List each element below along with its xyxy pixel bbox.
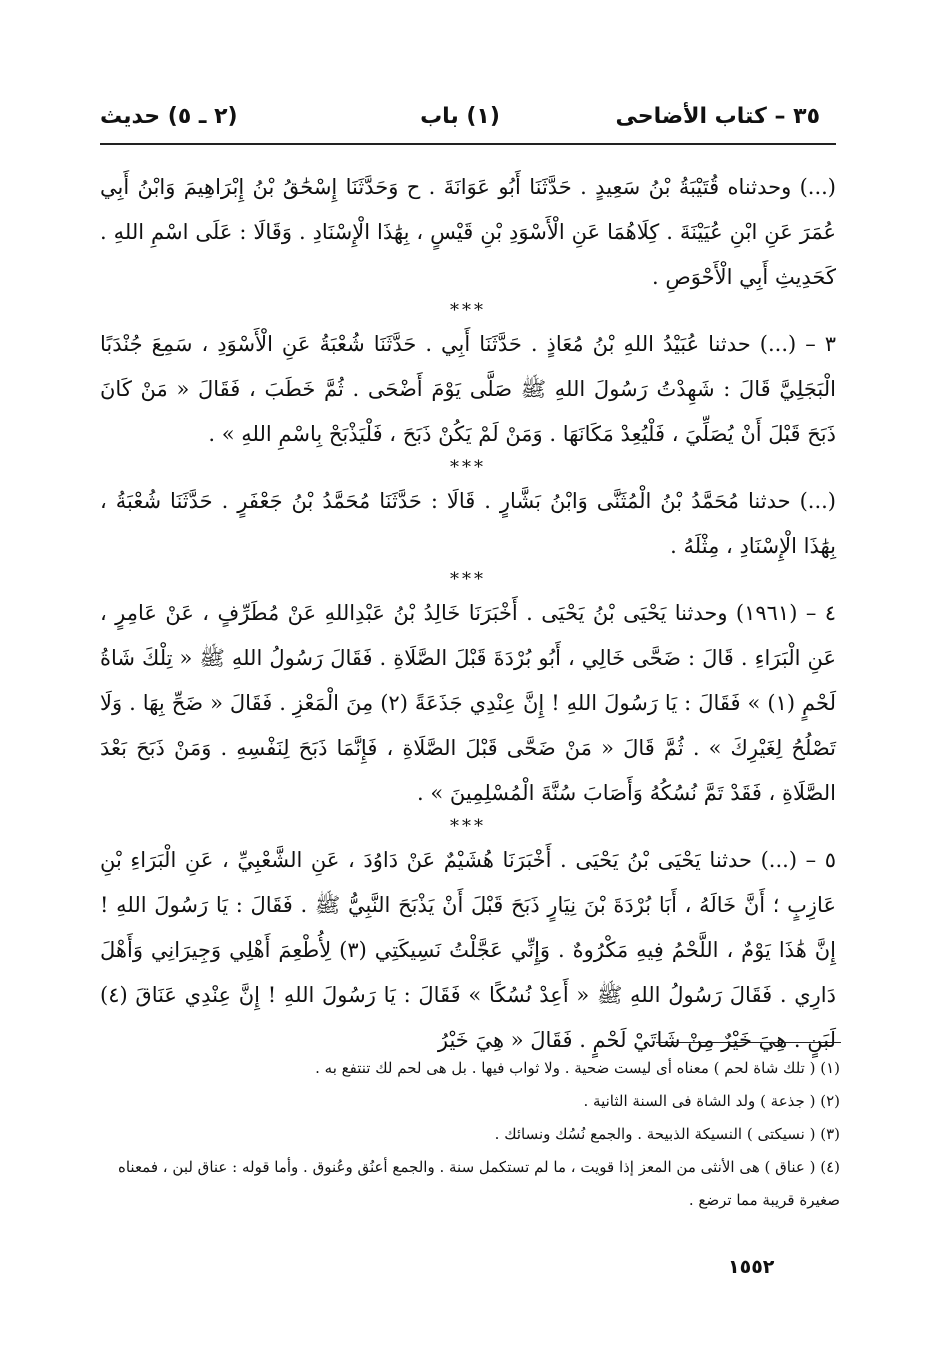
chapter-title: ٣٥ – كتاب الأضاحى xyxy=(615,104,820,129)
separator-stars: *** xyxy=(450,457,486,478)
footnote: (٤) ( عناق ) هى الأنثى من المعز إذا قويت ، ما لم تستكمل سنة . والجمع أعنُق وعُنوق . وأما قوله : عناق لبن ، فمعناه صغيرة قريبة مما ترضع . xyxy=(117,1158,840,1209)
page-number: ١٥٥٢ xyxy=(728,1256,775,1278)
hadith-paragraph: (...) حدثنا مُحَمَّدُ بْنُ الْمُثَنَّى وَابْنُ بَشَّارٍ . قَالَا : حَدَّثَنَا مُحَمَّدُ بْنُ جَعْفَرٍ . حَدَّثَنَا شُعْبَةُ ، بِهَٰذَا الْإِسْنَادِ ، مِثْلَهُ . xyxy=(100,489,836,558)
separator-stars: *** xyxy=(450,569,486,590)
running-header xyxy=(100,104,820,138)
hadith-paragraph: ٤ – (١٩٦١) وحدثنا يَحْيَى بْنُ يَحْيَى . أَخْبَرَنَا خَالِدُ بْنُ عَبْدِاللهِ عَنْ مُطَرِّفٍ ، عَنْ عَامِرٍ ، عَنِ الْبَرَاءِ . قَالَ : ضَحَّى خَالِي ، أَبُو بُرْدَةَ قَبْلَ الصَّلَاةِ . فَقَالَ رَسُولُ اللهِ ﷺ « تِلْكَ شَاةُ لَحْمٍ (١) » فَقَالَ : يَا رَسُولَ اللهِ ! إِنَّ عِنْدِي جَذَعَةً (٢) مِنَ الْمَعْزِ . فَقَالَ « ضَحِّ بِهَا . وَلَا تَصْلُحُ لِغَيْرِكَ » . ثُمَّ قَالَ « مَنْ ضَحَّى قَبْلَ الصَّلَاةِ ، فَإِنَّمَا ذَبَحَ لِنَفْسِهِ . وَمَنْ ذَبَحَ بَعْدَ الصَّلَاةِ ، فَقَدْ تَمَّ نُسُكُهُ وَأَصَابَ سُنَّةَ الْمُسْلِمِينَ » . xyxy=(100,601,836,805)
footnote-rule xyxy=(656,1042,841,1043)
hadith-range: (٢ ـ ٥) حديث xyxy=(100,104,238,129)
footnote: (٢) ( جذعة ) ولد الشاة فى السنة الثانية . xyxy=(583,1092,840,1110)
footnote: (٣) ( نسيكتى ) النسيكة الذبيحة . والجمع نُسُك ونسائك . xyxy=(494,1125,840,1143)
hadith-paragraph: ٣ – (...) حدثنا عُبَيْدُ اللهِ بْنُ مُعَاذٍ . حَدَّثَنَا أَبِي . حَدَّثَنَا شُعْبَةُ عَنِ الْأَسْوَدِ ، سَمِعَ جُنْدَبًا الْبَجَلِيَّ قَالَ : شَهِدْتُ رَسُولَ اللهِ ﷺ صَلَّى يَوْمَ أَضْحَى . ثُمَّ خَطَبَ ، فَقَالَ « مَنْ كَانَ ذَبَحَ قَبْلَ أَنْ يُصَلِّيَ ، فَلْيُعِدْ مَكَانَهَا . وَمَنْ لَمْ يَكُنْ ذَبَحَ ، فَلْيَذْبَحْ بِاسْمِ اللهِ » . xyxy=(100,332,836,446)
main-text xyxy=(100,165,836,1063)
separator-stars: *** xyxy=(450,816,486,837)
footnote: (١) ( تلك شاة لحم ) معناه أى ليست ضحية . ولا ثواب فيها . بل هى لحم لك تنتفع به . xyxy=(315,1059,840,1077)
hadith-paragraph: (...) وحدثناه قُتَيْبَةُ بْنُ سَعِيدٍ . حَدَّثَنَا أَبُو عَوَانَةَ . ح وَحَدَّثَنَا إِسْحَٰقُ بْنُ إِبْرَاهِيمَ وَابْنُ أَبِي عُمَرَ عَنِ ابْنِ عُيَيْنَةَ . كِلَاهُمَا عَنِ الْأَسْوَدِ بْنِ قَيْسٍ ، بِهَٰذَا الْإِسْنَادِ . وَقَالَا : عَلَى اسْمِ اللهِ . كَحَدِيثِ أَبِي الْأَحْوَصِ . xyxy=(100,175,836,289)
section-title: (١) باب xyxy=(420,104,500,129)
footnotes xyxy=(80,1052,840,1217)
separator-stars: *** xyxy=(450,300,486,321)
header-rule xyxy=(100,143,836,145)
hadith-paragraph: ٥ – (...) حدثنا يَحْيَى بْنُ يَحْيَى . أَخْبَرَنَا هُشَيْمٌ عَنْ دَاوُدَ ، عَنِ الشَّعْبِيِّ ، عَنِ الْبَرَاءِ بْنِ عَازِبٍ ؛ أَنَّ خَالَهُ ، أَبَا بُرْدَةَ بْنَ نِيَارٍ ذَبَحَ قَبْلَ أَنْ يَذْبَحَ النَّبِيُّ ﷺ . فَقَالَ : يَا رَسُولَ اللهِ ! إِنَّ هَٰذَا يَوْمٌ ، اللَّحْمُ فِيهِ مَكْرُوهٌ . وَإِنِّي عَجَّلْتُ نَسِيكَتِي (٣) لِأُطْعِمَ أَهْلِي وَجِيرَانِي وَأَهْلَ دَارِي . فَقَالَ رَسُولُ اللهِ ﷺ « أَعِدْ نُسُكًا » فَقَالَ : يَا رَسُولَ اللهِ ! إِنَّ عِنْدِي عَنَاقَ (٤) لَبَنٍ . هِيَ خَيْرٌ مِنْ شَاتَيْ لَحْمٍ . فَقَالَ « هِيَ خَيْرُ xyxy=(100,848,836,1052)
